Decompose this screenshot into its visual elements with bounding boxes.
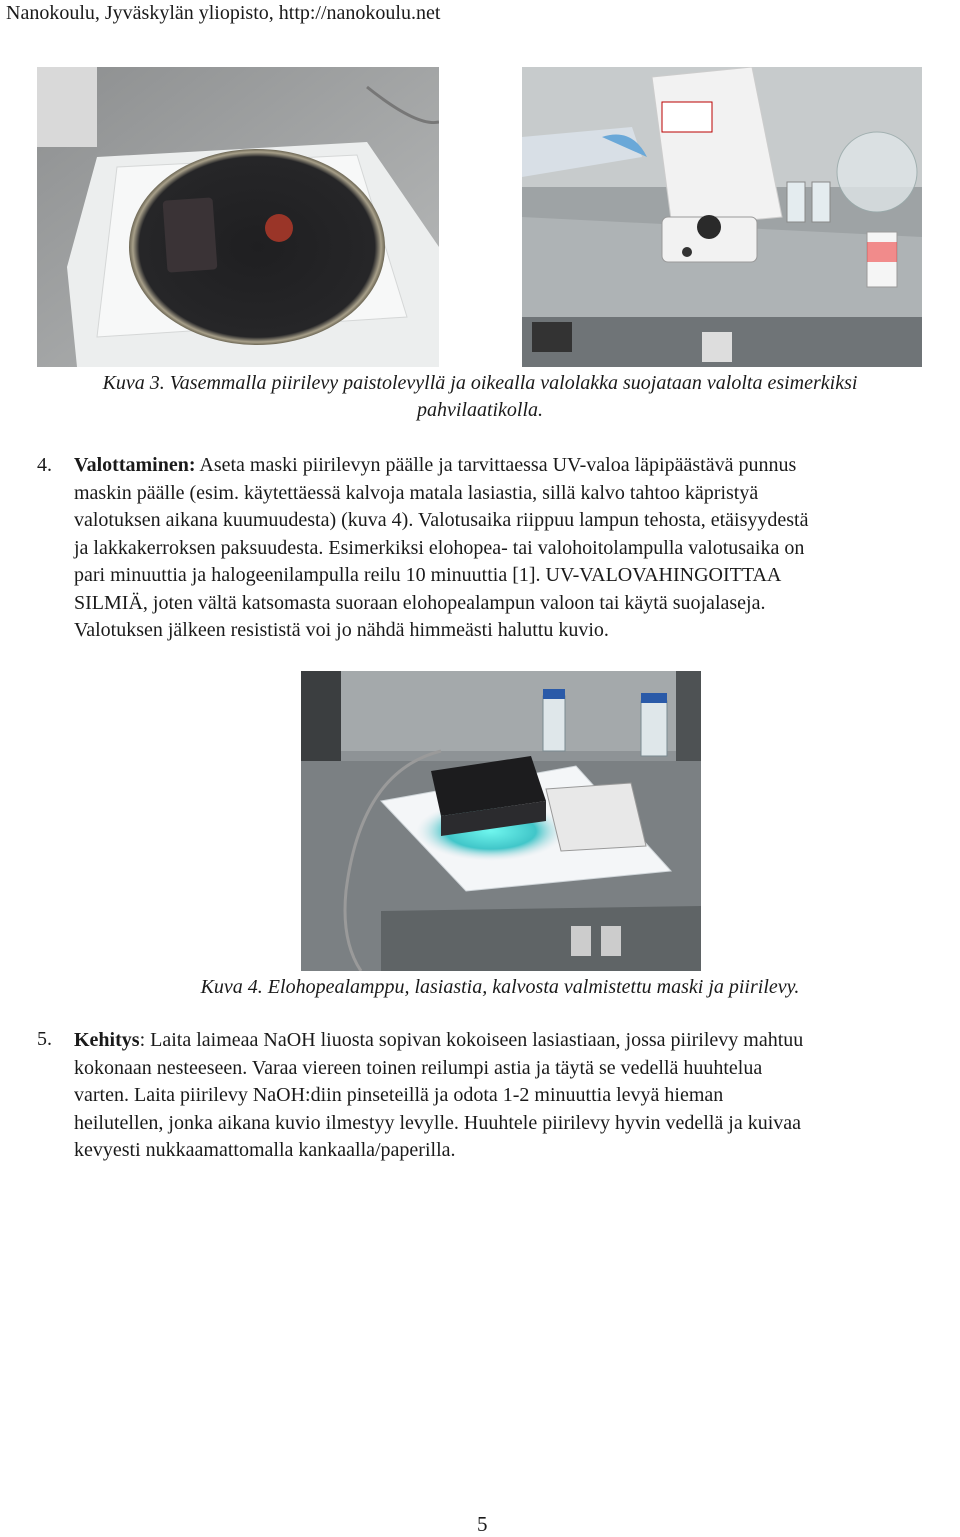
hotplate-photo — [37, 67, 439, 367]
figure-3-caption — [0, 370, 960, 424]
step-5-number: 5. — [37, 1028, 52, 1050]
figure-3-caption-line2: pahvilaatikolla. — [416, 399, 544, 421]
figure-4-caption: Kuva 4. Elohopealamppu, lasiastia, kalvosta valmistettu maski ja piirilevy. — [200, 976, 800, 998]
figure-3-caption-line1: Kuva 3. Vasemmalla piirilevy paistolevyllä ja oikealla valolakka suojataan valolta esimerkiksi — [102, 372, 858, 394]
step-4-line7: Valotuksen jälkeen resististä voi jo nähdä himmeästi haluttu kuvio. — [74, 619, 609, 641]
step-5-line1: : Laita laimeaa NaOH liuosta sopivan kokoiseen lasiastiaan, jossa piirilevy mahtuu — [139, 1029, 804, 1051]
page-header: Nanokoulu, Jyväskylän yliopisto, http://nanokoulu.net — [6, 2, 441, 24]
step-4-title: Valottaminen: — [74, 454, 196, 476]
step-5-line5: kevyesti nukkaamattomalla kankaalla/paperilla. — [74, 1139, 456, 1161]
step-5-text — [74, 1027, 954, 1165]
step-5-line4: heilutellen, jonka aikana kuvio ilmestyy levylle. Huuhtele piirilevy hyvin vedellä ja kuivaa — [74, 1111, 802, 1134]
mercury-lamp-photo — [301, 671, 701, 971]
step-4-number: 4. — [37, 454, 52, 476]
fumehood-photo — [522, 67, 922, 367]
step-4-line5: pari minuuttia ja halogeenilampulla reilu 10 minuuttia [1]. UV-VALOVAHINGOITTAA — [74, 564, 782, 586]
step-5-line2: kokonaan nesteeseen. Varaa viereen toinen reilumpi astia ja täytä se vedellä huuhtelua — [74, 1056, 763, 1079]
step-4-line3: valotuksen aikana kuumuudesta) (kuva 4). Valotusaika riippuu lampun tehosta, etäisyydestä — [74, 509, 809, 531]
step-4-text — [74, 452, 954, 645]
step-5-line3: varten. Laita piirilevy NaOH:diin pinseteillä ja odota 1-2 minuuttia levyä hieman — [74, 1084, 724, 1106]
step-4-line6: SILMIÄ, joten vältä katsomasta suoraan elohopealampun valoon tai käytä suojalaseja. — [74, 591, 766, 614]
step-4-line4: ja lakkakerroksen paksuudesta. Esimerkiksi elohopea- tai valohoitolampulla valotusaika on — [74, 536, 805, 559]
step-4-line2: maskin päälle (esim. käytettäessä kalvoja matala lasiastia, sillä kalvo tahtoo käpristyä — [74, 481, 759, 504]
step-4-line1: Aseta maski piirilevyn päälle ja tarvittaessa UV-valoa läpipäästävä punnus — [195, 454, 797, 476]
step-5-title: Kehitys — [74, 1029, 140, 1051]
page-number: 5 — [477, 1512, 488, 1536]
